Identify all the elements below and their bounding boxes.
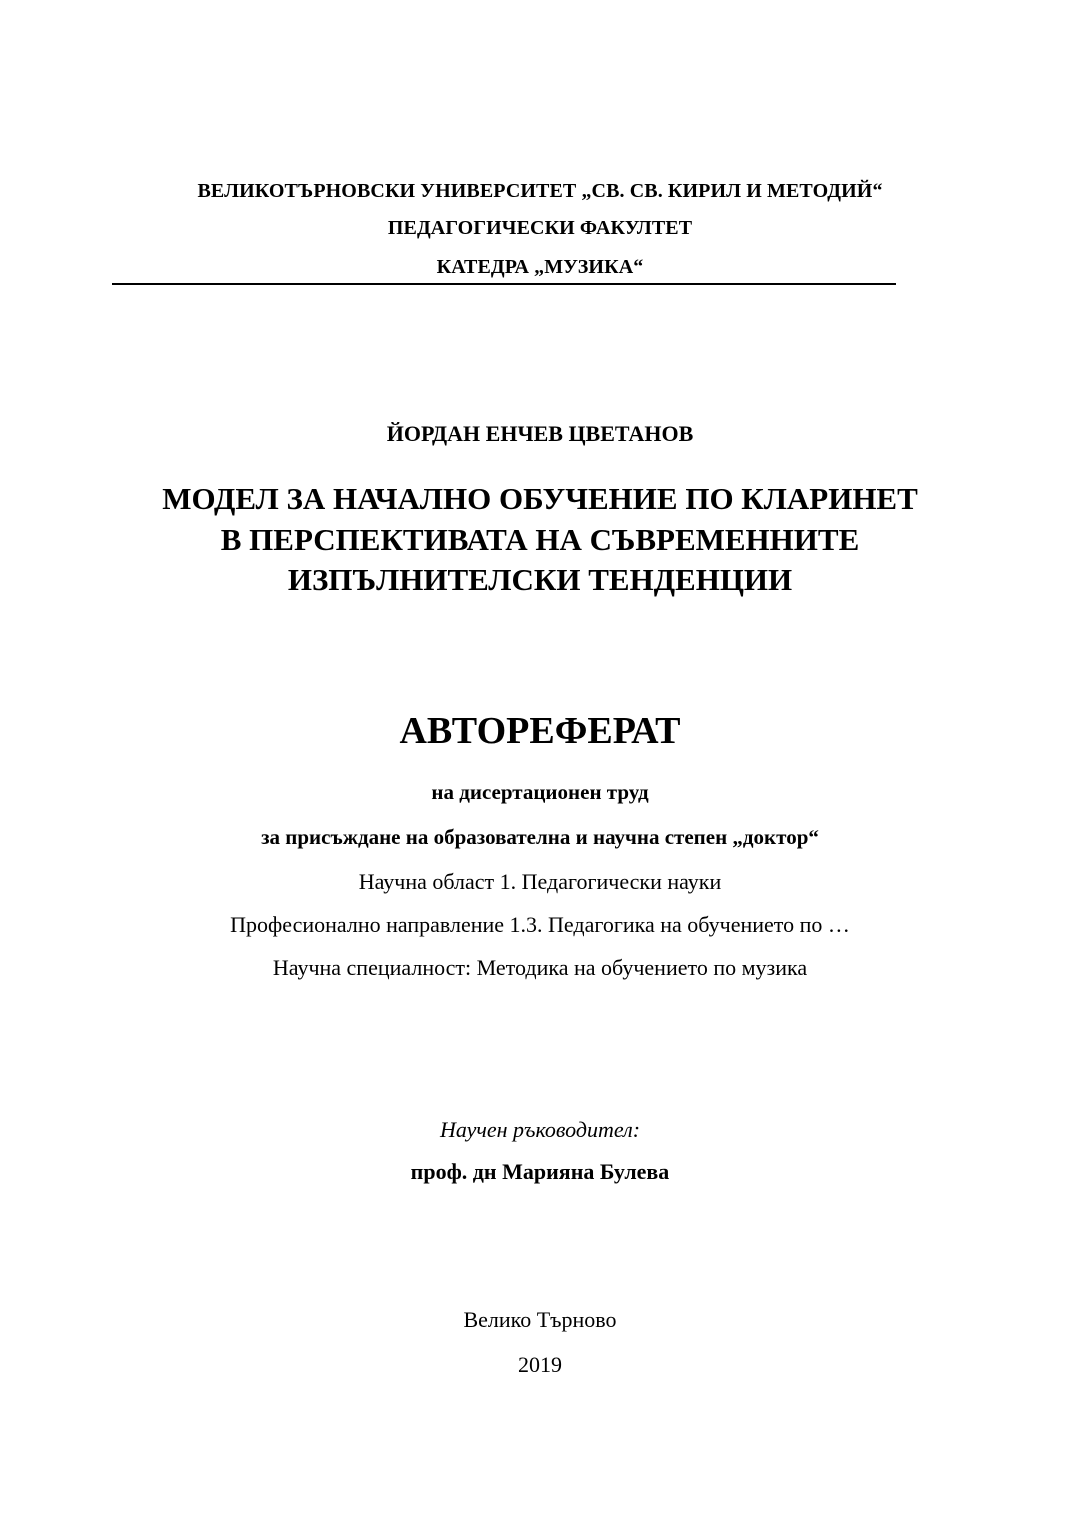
author-name: ЙОРДАН ЕНЧЕВ ЦВЕТАНОВ: [386, 421, 694, 446]
document-type: АВТОРЕФЕРАТ: [399, 710, 681, 752]
year: 2019: [518, 1352, 562, 1377]
faculty-name: ПЕДАГОГИЧЕСКИ ФАКУЛТЕТ: [387, 217, 693, 239]
thesis-title-line-1: МОДЕЛ ЗА НАЧАЛНО ОБУЧЕНИЕ ПО КЛАРИНЕТ: [162, 481, 918, 516]
supervisor-name: проф. дн Марияна Булева: [410, 1159, 670, 1184]
header-divider: [112, 283, 896, 285]
subtitle-line-2: за присъждане на образователна и научна степен „доктор“: [261, 825, 819, 849]
subtitle-line-1: на дисертационен труд: [431, 780, 649, 804]
city: Велико Търново: [463, 1307, 617, 1332]
supervisor-label: Научен ръководител:: [439, 1117, 641, 1142]
university-name: ВЕЛИКОТЪРНОВСКИ УНИВЕРСИТЕТ „СВ. СВ. КИРИЛ И МЕТОДИЙ“: [197, 180, 883, 202]
thesis-title-line-3: ИЗПЪЛНИТЕЛСКИ ТЕНДЕНЦИИ: [287, 562, 793, 597]
thesis-title-line-2: В ПЕРСПЕКТИВАТА НА СЪВРЕМЕННИТЕ: [220, 522, 860, 557]
professional-direction: Професионално направление 1.3. Педагогика на обучението по …: [230, 912, 850, 937]
scientific-specialty: Научна специалност: Методика на обучението по музика: [272, 955, 808, 980]
department-name: КАТЕДРА „МУЗИКА“: [436, 256, 644, 278]
scientific-field: Научна област 1. Педагогически науки: [358, 869, 722, 894]
